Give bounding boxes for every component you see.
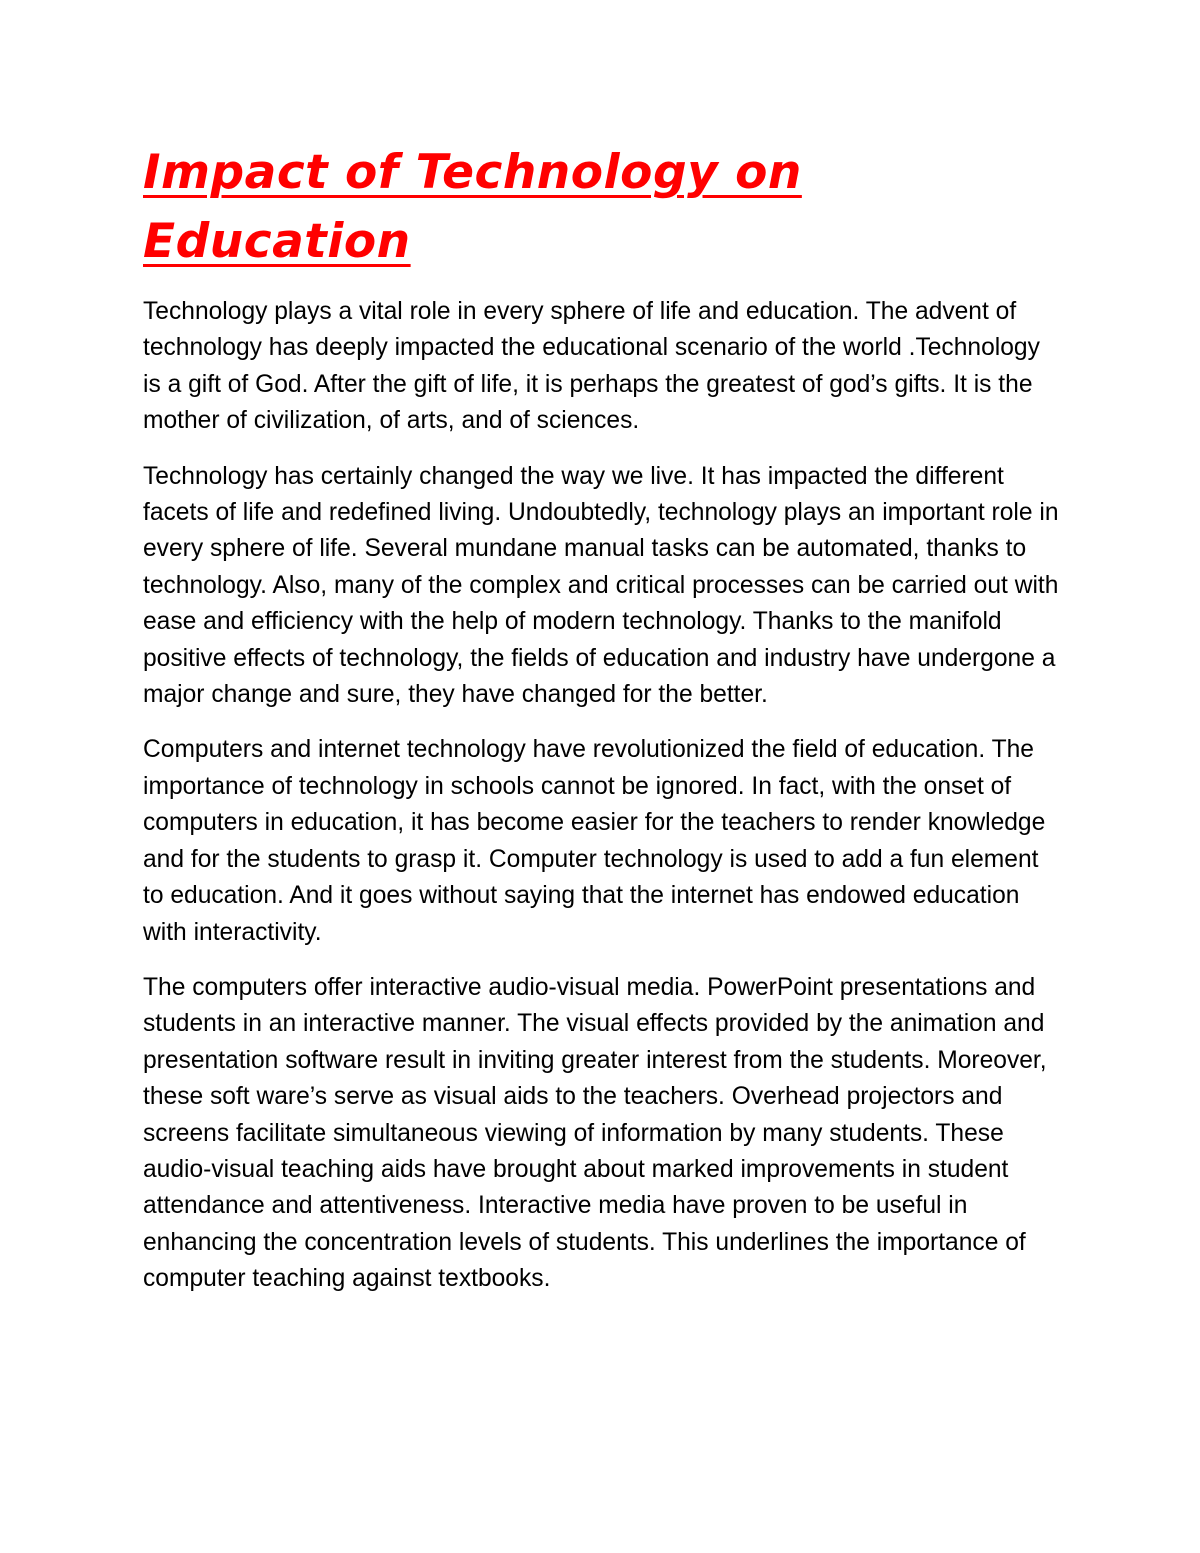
paragraph-2: Technology has certainly changed the way we live. It has impacted the different facets of life and redefined living. Undoubtedly, technology plays an important role in every sphere of life. Several mundane manual tasks can be automated, thanks to technology. Also, many of the complex and critical processes can be carried out with ease and efficiency with the help of modern technology. Thanks to the manifold positive effects of technology, the fields of education and industry have undergone a major change and sure, they have changed for the better. xyxy=(143,462,1059,709)
paragraph-3: Computers and internet technology have revolutionized the field of education. The importance of technology in schools cannot be ignored. In fact, with the onset of computers in education, it has become easier for the teachers to render knowledge and for the students to grasp it. Computer technology is used to add a fun element to education. And it goes without saying that the internet has endowed education with interactivity. xyxy=(143,736,1046,946)
paragraph-4: The computers offer interactive audio-visual media. PowerPoint presentations and students in an interactive manner. The visual effects provided by the animation and presentation software result in inviting greater interest from the students. Moreover, these soft ware’s serve as visual aids to the teachers. Overhead projectors and screens facilitate simultaneous viewing of information by many students. These audio-visual teaching aids have brought about marked improvements in student attendance and attentiveness. Interactive media have proven to be useful in enhancing the concentration levels of students. This underlines the importance of computer teaching against textbooks. xyxy=(143,973,1047,1293)
paragraph-1: Technology plays a vital role in every sphere of life and education. The advent of technology has deeply impacted the educational scenario of the world .Technology is a gift of God. After the gift of life, it is perhaps the greatest of god’s gifts. It is the mother of civilization, of arts, and of sciences. xyxy=(143,298,1040,435)
document-body xyxy=(143,138,1063,1317)
document-title: Impact of Technology on Education xyxy=(143,145,802,269)
